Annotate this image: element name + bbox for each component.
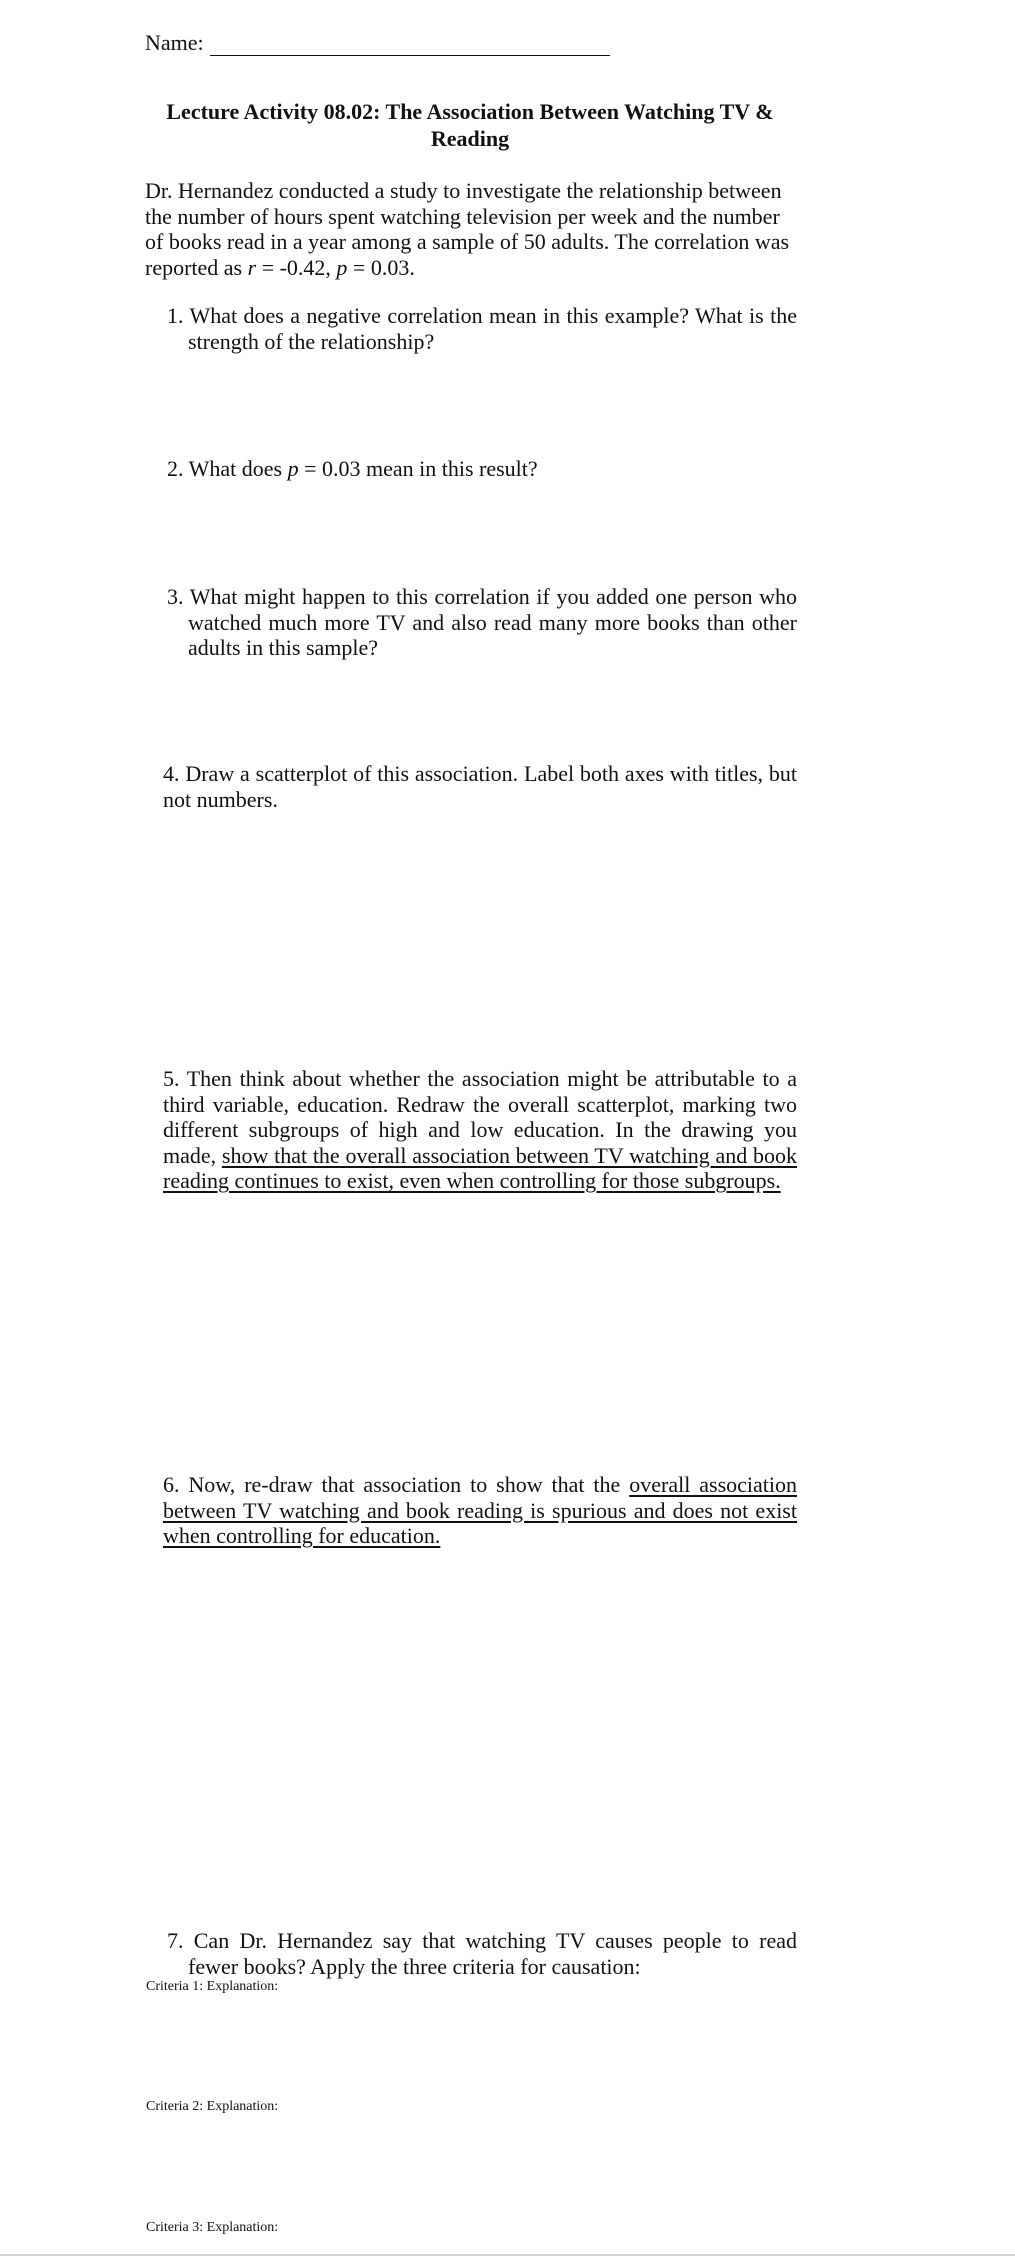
question-5-underlined-text: show that the overall association between TV watching and book reading continues to exist, even when controlling for those subgroups.	[163, 1142, 797, 1194]
question-6-underlined-text: overall association between TV watching and book reading is spurious and does not exist when controlling for education.	[163, 1472, 797, 1549]
page-bottom-divider	[0, 2254, 1015, 2256]
question-6-text: 6. Now, re-draw that association to show that the	[163, 1472, 630, 1497]
question-2-text-a: 2. What does	[167, 456, 288, 481]
r-symbol: r	[247, 254, 257, 280]
question-2	[167, 456, 797, 482]
criteria-2-label: Criteria 2: Explanation:	[146, 2099, 279, 2114]
criteria-3-label: Criteria 3: Explanation:	[146, 2220, 279, 2235]
r-value: = -0.42,	[256, 254, 337, 280]
name-label: Name:	[145, 30, 204, 55]
question-7: 7. Can Dr. Hernandez say that watching TV causes people to read fewer books? Apply the three criteria for causation:	[167, 1928, 797, 1979]
question-6	[163, 1472, 797, 1549]
name-blank-line[interactable]	[210, 31, 610, 56]
p-symbol: p	[336, 254, 348, 280]
question-3: 3. What might happen to this correlation if you added one person who watched much more TV and also read many more books than other adults in this sample?	[167, 584, 797, 661]
question-5-text: 5. Then think about whether the association might be attributable to a third variable, education. Redraw the overall scatterplot, marking two different subgroups of high and low education. In the drawing you made,	[163, 1066, 797, 1168]
intro-text: Dr. Hernandez conducted a study to investigate the relationship between the number of hours spent watching television per week and the number of books read in a year among a sample of 50 adults. The correlation was reported as	[145, 178, 790, 280]
page-title: Lecture Activity 08.02: The Association Between Watching TV & Reading	[166, 99, 774, 151]
name-field-row	[145, 30, 610, 56]
question-2-text-b: = 0.03 mean in this result?	[298, 456, 538, 481]
p-value: = 0.03.	[347, 254, 415, 280]
question-4: 4. Draw a scatterplot of this association. Label both axes with titles, but not numbers.	[163, 761, 797, 812]
criteria-1-label: Criteria 1: Explanation:	[146, 1979, 279, 1994]
question-1: 1. What does a negative correlation mean in this example? What is the strength of the relationship?	[167, 303, 797, 354]
question-2-p-symbol: p	[287, 456, 299, 481]
intro-paragraph	[145, 178, 795, 280]
question-5	[163, 1066, 797, 1194]
